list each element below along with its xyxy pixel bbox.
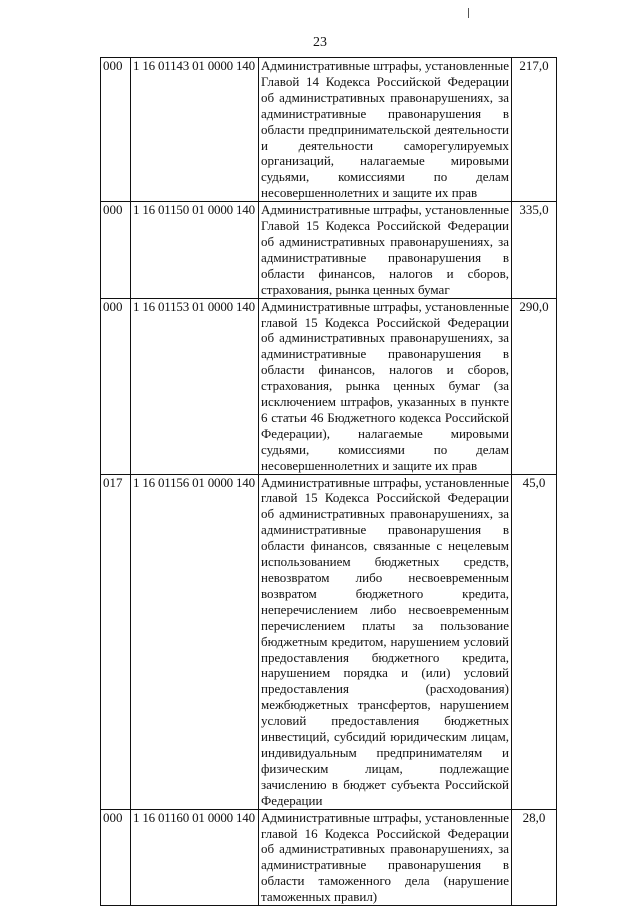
amount-cell: 217,0 xyxy=(512,58,557,202)
description-cell: Административные штрафы, установленные главой 15 Кодекса Российской Федерации об административных правонарушениях, за административные правонарушения в области финансов, связанные с нецелевым использованием бюджетных средств, невозвратом либо несвоевременным возвратом бюджетного кредита, неперечислением либо несвоевременным перечислением платы за пользование бюджетным кредитом, нарушением условий предоставления бюджетного кредита, нарушением порядка и (или) условий предоставления (расходования) межбюджетных трансфертов, нарушением условий предоставления бюджетных инвестиций, субсидий юридическим лицам, индивидуальным предпринимателям и физическим лицам, подлежащие зачислению в бюджет субъекта Российской Федерации xyxy=(259,474,512,809)
description-cell: Административные штрафы, установленные главой 16 Кодекса Российской Федерации об административных правонарушениях, за административные правонарушения в области таможенного дела (нарушение таможенных правил) xyxy=(259,809,512,905)
description-cell: Административные штрафы, установленные Главой 15 Кодекса Российской Федерации об административных правонарушениях, за административные правонарушения в области финансов, налогов и сборов, страхования, рынка ценных бумаг xyxy=(259,202,512,298)
amount-cell: 335,0 xyxy=(512,202,557,298)
kbk-code-cell: 1 16 01153 01 0000 140 xyxy=(131,298,259,474)
kbk-code-cell: 1 16 01156 01 0000 140 xyxy=(131,474,259,809)
table-row xyxy=(101,298,557,474)
kbk-code-cell: 1 16 01160 01 0000 140 xyxy=(131,809,259,905)
amount-cell: 290,0 xyxy=(512,298,557,474)
admin-code-cell: 000 xyxy=(101,809,131,905)
description-cell: Административные штрафы, установленные Главой 14 Кодекса Российской Федерации об административных правонарушениях, за административные правонарушения в области предпринимательской деятельности и деятельности саморегулируемых организаций, налагаемые мировыми судьями, комиссиями по делам несовершеннолетних и защите их прав xyxy=(259,58,512,202)
amount-cell: 45,0 xyxy=(512,474,557,809)
table-row xyxy=(101,58,557,202)
kbk-code-cell: 1 16 01150 01 0000 140 xyxy=(131,202,259,298)
revenue-table xyxy=(100,57,557,906)
table-row xyxy=(101,474,557,809)
admin-code-cell: 000 xyxy=(101,58,131,202)
amount-cell: 28,0 xyxy=(512,809,557,905)
admin-code-cell: 017 xyxy=(101,474,131,809)
admin-code-cell: 000 xyxy=(101,298,131,474)
description-cell: Административные штрафы, установленные главой 15 Кодекса Российской Федерации об административных правонарушениях, за административные правонарушения в области финансов, налогов и сборов, страхования, рынка ценных бумаг (за исключением штрафов, указанных в пункте 6 статьи 46 Бюджетного кодекса Российской Федерации), налагаемые мировыми судьями, комиссиями по делам несовершеннолетних и защите их прав xyxy=(259,298,512,474)
kbk-code-cell: 1 16 01143 01 0000 140 xyxy=(131,58,259,202)
admin-code-cell: 000 xyxy=(101,202,131,298)
table-row xyxy=(101,202,557,298)
page-number: 23 xyxy=(313,35,327,50)
table-row xyxy=(101,809,557,905)
scan-artifact-mark xyxy=(468,8,469,18)
